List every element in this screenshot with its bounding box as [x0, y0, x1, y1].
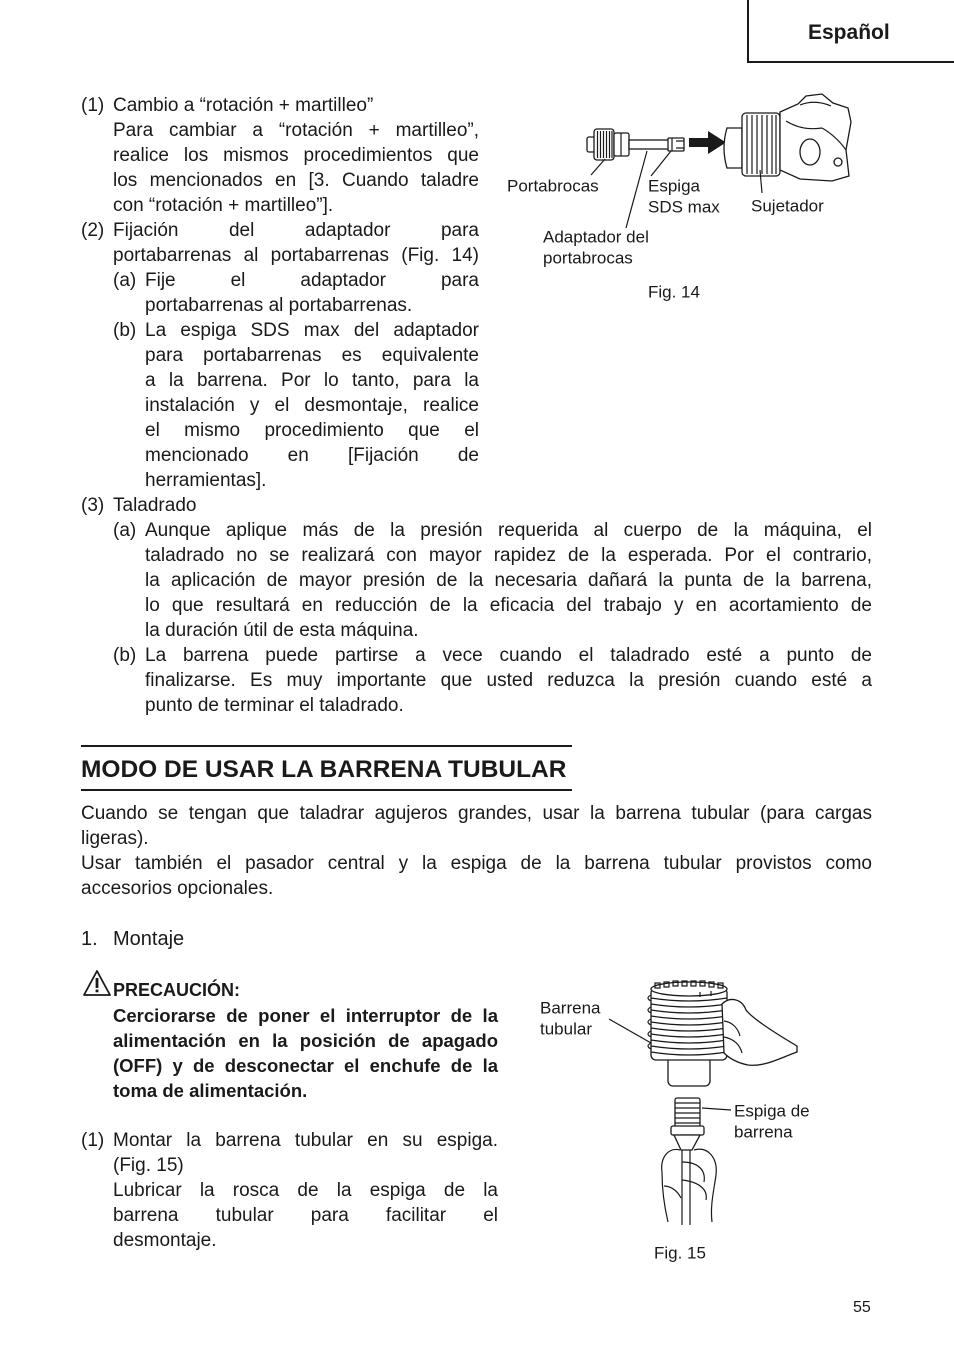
label-shank-line1: Espiga de — [734, 1101, 810, 1121]
figure-14 — [495, 85, 865, 310]
subsection-title — [81, 927, 184, 952]
item-title: Taladrado — [113, 494, 197, 516]
text-line: para portabarrenas es equivalente — [145, 344, 479, 366]
text-line: accesorios opcionales. — [81, 877, 274, 899]
label-shank-line1: Espiga — [648, 176, 700, 196]
subsection-label: Montaje — [113, 927, 185, 950]
text-line: (Fig. 15) — [113, 1154, 184, 1176]
text-line: toma de alimentación. — [113, 1079, 308, 1101]
label-adapter-line1: Adaptador del — [543, 227, 649, 247]
item-number: (2) — [81, 219, 105, 241]
warning-triangle-icon — [83, 969, 111, 997]
text-line: lo que resultará en reducción de la eficacia del trabajo y en acortamiento de — [145, 594, 872, 616]
text-line: finalizarse. Es muy importante que usted reduzca la presión cuando esté a — [145, 669, 872, 691]
sub-item-a — [113, 518, 872, 643]
text-line: La espiga SDS max del adaptador — [145, 319, 479, 341]
text-line: la aplicación de mayor presión de la necesaria dañará la punta de la barrena, — [145, 569, 872, 591]
text-line: Para cambiar a “rotación + martilleo”, — [113, 119, 479, 141]
language-tab — [747, 0, 954, 63]
sub-item-text — [145, 518, 872, 643]
text-line: los mencionados en [3. Cuando taladre — [113, 169, 479, 191]
text-line: portabarrenas al portabarrenas (Fig. 14) — [113, 244, 479, 266]
text-line: portabarrenas al portabarrenas. — [145, 294, 413, 316]
sub-item-text — [145, 318, 479, 493]
language-label: Español — [808, 21, 890, 44]
text-line: herramientas]. — [145, 469, 267, 491]
text-line: La barrena puede partirse a vece cuando el taladrado esté a punto de — [145, 644, 872, 666]
item-text — [113, 93, 479, 218]
figure-15 — [530, 970, 810, 1270]
text-line: Cerciorarse de poner el interruptor de la — [113, 1004, 498, 1026]
sub-item-letter: (b) — [113, 319, 137, 341]
text-line: con “rotación + martilleo”]. — [113, 194, 334, 216]
sub-item-text — [145, 268, 479, 318]
text-line: el mismo procedimiento que el — [145, 419, 479, 441]
sub-item-letter: (a) — [113, 269, 137, 291]
section-heading: MODO DE USAR LA BARRENA TUBULAR — [81, 756, 567, 783]
text-line: alimentación en la posición de apagado — [113, 1029, 498, 1051]
label-shank-line2: barrena — [734, 1122, 793, 1142]
item-number: (3) — [81, 494, 105, 516]
text-line: barrena tubular para facilitar el — [113, 1204, 498, 1226]
item-text — [113, 1128, 498, 1253]
instruction-item-3 — [81, 493, 872, 718]
text-line: ligeras). — [81, 827, 149, 849]
figure-caption: Fig. 15 — [654, 1243, 706, 1263]
text-line: la duración útil de esta máquina. — [145, 619, 419, 641]
item-text — [113, 218, 479, 493]
text-line: desmontaje. — [113, 1229, 217, 1251]
heading-rule-top — [81, 745, 572, 747]
hand-holding-core-bit — [722, 999, 797, 1065]
label-adapter-line2: portabrocas — [543, 248, 633, 268]
caution-label: PRECAUCIÓN: — [113, 980, 241, 1000]
text-line: Montar la barrena tubular en su espiga. — [113, 1129, 498, 1151]
text-line: taladrado no se realizará con mayor rapidez de la esperada. Por el contrario, — [145, 544, 872, 566]
text-line: a la barrena. Por lo tanto, para la — [145, 369, 479, 391]
label-shank-line2: SDS max — [648, 197, 720, 217]
subsection-number: 1. — [81, 927, 98, 950]
text-line: Fije el adaptador para — [145, 269, 479, 291]
item-number: (1) — [81, 1129, 105, 1151]
label-core-bit-line1: Barrena — [540, 998, 601, 1018]
caution-text — [113, 1003, 498, 1103]
sub-item-b — [113, 318, 479, 493]
sub-item-text — [145, 643, 872, 718]
text-line: Aunque aplique más de la presión requerida al cuerpo de la máquina, el — [145, 519, 872, 541]
sub-item-letter: (a) — [113, 519, 137, 541]
label-chuck: Portabrocas — [507, 176, 599, 196]
text-line: punto de terminar el taladrado. — [145, 694, 404, 716]
arrow-icon — [689, 131, 726, 154]
text-line: Fijación del adaptador para — [113, 219, 479, 241]
text-line: realice los mismos procedimientos que — [113, 144, 479, 166]
text-line: Lubricar la rosca de la espiga de la — [113, 1179, 498, 1201]
assembly-step-1 — [81, 1128, 498, 1253]
text-line: Cuando se tengan que taladrar agujeros grandes, usar la barrena tubular (para cargas — [81, 802, 872, 824]
text-line: Usar también el pasador central y la espiga de la barrena tubular provistos como — [81, 852, 872, 874]
item-text — [113, 493, 872, 718]
item-number: (1) — [81, 94, 105, 116]
holder-illustration — [724, 94, 851, 181]
text-line: mencionado en [Fijación de — [145, 444, 479, 466]
label-core-bit-line2: tubular — [540, 1019, 592, 1039]
shank-illustration — [671, 1098, 704, 1225]
heading-rule-bottom — [81, 789, 572, 791]
figure-caption: Fig. 14 — [648, 282, 700, 302]
sub-item-letter: (b) — [113, 644, 137, 666]
text-line: instalación y el desmontaje, realice — [145, 394, 479, 416]
hand-holding-shank — [662, 1149, 717, 1222]
core-bit-illustration — [648, 981, 727, 1086]
section-intro — [81, 801, 872, 901]
text-line: (OFF) y de desconectar el enchufe de la — [113, 1054, 498, 1076]
page-number: 55 — [853, 1299, 871, 1316]
chuck-illustration — [587, 129, 629, 160]
adapter-shank-illustration — [629, 138, 684, 151]
label-holder: Sujetador — [751, 196, 824, 216]
sub-item-a — [113, 268, 479, 318]
sub-item-b — [113, 643, 872, 718]
item-title: Cambio a “rotación + martilleo” — [113, 94, 374, 116]
